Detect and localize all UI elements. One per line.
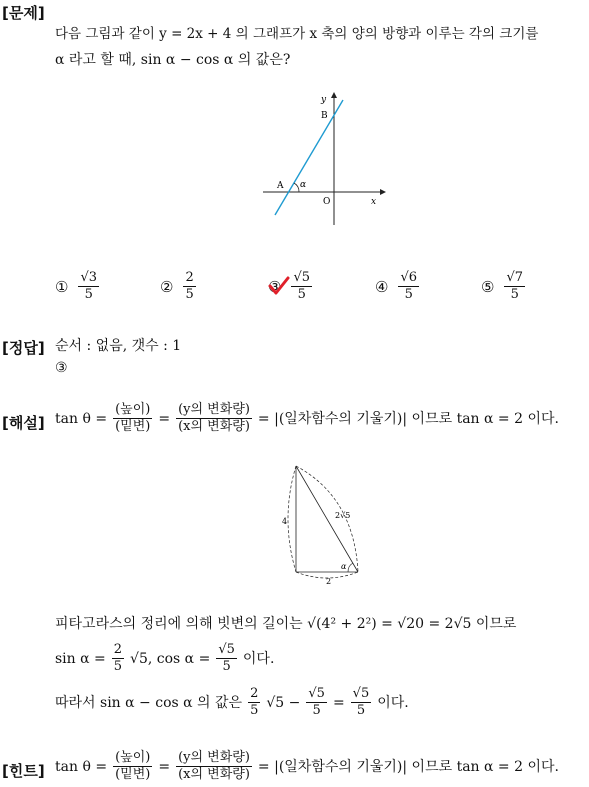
- angle-arc: [294, 183, 299, 192]
- x-axis-label: x: [371, 197, 377, 207]
- hint-formula: [55, 750, 559, 783]
- choice-1-fraction: [78, 270, 99, 303]
- final-tail: 이다.: [377, 694, 409, 711]
- side-hyp-label: 2√5: [335, 511, 351, 520]
- final-frac-2-den: 5: [312, 703, 321, 718]
- final-frac-2: [306, 686, 327, 719]
- choice-4-num: √6: [400, 270, 418, 285]
- y-axis-arrow: [331, 92, 337, 98]
- final-frac-3-num: √5: [352, 686, 370, 701]
- solution-tail: = |(일차함수의 기울기)| 이므로 tan α = 2 이다.: [257, 410, 559, 427]
- solution-sin-cos: [55, 642, 274, 675]
- hint-tail: = |(일차함수의 기울기)| 이므로 tan α = 2 이다.: [257, 758, 559, 775]
- choice-2-num: 2: [185, 270, 194, 285]
- point-b-label: B: [321, 111, 328, 121]
- choice-1-num: √3: [80, 270, 98, 285]
- choice-2-mark: ②: [160, 277, 174, 296]
- origin-label: O: [323, 197, 331, 207]
- hint-label: [힌트]: [2, 762, 45, 780]
- problem-line-2: α 라고 할 때, sin α − cos α 의 값은?: [55, 52, 291, 68]
- choice-5-den: 5: [510, 287, 519, 302]
- solution-frac1-den: (밑변): [115, 419, 151, 434]
- side-base-label: 2: [326, 577, 332, 586]
- solution-pythagoras: 피타고라스의 정리에 의해 빗변의 길이는 √(4² + 2²) = √20 = 2√5 이므로: [55, 616, 517, 632]
- x-axis-arrow: [380, 189, 386, 195]
- choice-4-fraction: [398, 270, 419, 303]
- choice-2[interactable]: [160, 270, 198, 303]
- answer-label: [정답]: [2, 339, 45, 357]
- cos-den: 5: [222, 659, 231, 674]
- hint-frac1-den: (밑변): [115, 767, 151, 782]
- hint-eq: =: [158, 758, 171, 775]
- problem-line-1: 다음 그림과 같이 y = 2x + 4 의 그래프가 x 축의 양의 방향과 이루는 각의 크기를: [55, 26, 539, 42]
- choice-3-mark-wrap: [268, 278, 281, 296]
- final-eq: =: [332, 694, 345, 711]
- graph-line: [275, 100, 343, 215]
- solution-tan-lhs: tan θ =: [55, 410, 108, 427]
- solution-formula: [55, 402, 559, 435]
- choice-4[interactable]: [375, 270, 421, 303]
- sin-lhs: sin α =: [55, 650, 106, 667]
- choice-3-fraction: [291, 270, 312, 303]
- hint-frac-change: [176, 750, 252, 783]
- solution-frac-change: [176, 402, 252, 435]
- choice-5-num: √7: [506, 270, 524, 285]
- angle-arc-triangle: [348, 563, 353, 572]
- cos-fraction: [216, 642, 237, 675]
- hint-frac2-num: (y의 변화량): [178, 750, 250, 765]
- final-frac-1-num: 2: [250, 686, 259, 701]
- choice-1[interactable]: [55, 270, 101, 303]
- final-frac-1-den: 5: [250, 703, 259, 718]
- solution-frac1-num: (높이): [115, 402, 151, 417]
- triangle-angle-label: α: [341, 562, 347, 571]
- problem-graph: [255, 88, 390, 228]
- choice-5-mark: ⑤: [481, 277, 495, 296]
- choice-3[interactable]: [268, 270, 314, 303]
- solution-frac2-num: (y의 변화량): [178, 402, 250, 417]
- solution-frac2-den: (x의 변화량): [178, 419, 250, 434]
- choice-5-fraction: [504, 270, 525, 303]
- hint-frac-height-base: [113, 750, 152, 783]
- final-frac-3-den: 5: [356, 703, 366, 718]
- final-frac-3: [351, 686, 372, 719]
- hint-tan-lhs: tan θ =: [55, 758, 108, 775]
- final-frac-1-tail: √5 −: [266, 694, 301, 711]
- angle-label: α: [300, 180, 307, 190]
- brace-vertical: [288, 466, 296, 572]
- choice-3-mark: ③: [268, 277, 282, 296]
- solution-frac-height-base: [113, 402, 152, 435]
- choice-4-den: 5: [404, 287, 413, 302]
- cos-num: √5: [218, 642, 235, 657]
- choice-5[interactable]: [481, 270, 527, 303]
- choice-4-mark: ④: [375, 277, 389, 296]
- final-lead: 따라서 sin α − cos α 의 값은: [55, 694, 243, 711]
- point-a-label: A: [277, 181, 284, 191]
- hint-frac2-den: (x의 변화량): [178, 767, 250, 782]
- solution-label: [해설]: [2, 414, 45, 432]
- choice-1-mark: ①: [55, 277, 69, 296]
- answer-line-1: 순서 : 없음, 갯수 : 1: [55, 338, 182, 354]
- solution-eq: =: [158, 410, 171, 427]
- sin-fraction: [112, 642, 124, 675]
- sin-num: 2: [113, 642, 123, 657]
- answer-line-2: ③: [55, 360, 68, 376]
- y-axis-label: y: [321, 95, 327, 105]
- solution-triangle: [278, 462, 368, 587]
- choice-2-fraction: [183, 270, 195, 303]
- cos-tail: 이다.: [242, 650, 275, 667]
- solution-final: [55, 686, 409, 719]
- hint-frac1-num: (높이): [115, 750, 151, 765]
- sin-den: 5: [113, 659, 123, 674]
- choice-1-den: 5: [84, 287, 93, 302]
- choice-3-den: 5: [297, 287, 306, 302]
- final-frac-1: [248, 686, 260, 719]
- choice-3-num: √5: [293, 270, 311, 285]
- sin-tail: √5, cos α =: [130, 650, 211, 667]
- choice-2-den: 5: [185, 287, 194, 302]
- check-mark-icon: [268, 276, 290, 296]
- final-frac-2-num: √5: [308, 686, 325, 701]
- problem-label: [문제]: [2, 4, 45, 22]
- side-vertical-label: 4: [282, 517, 288, 526]
